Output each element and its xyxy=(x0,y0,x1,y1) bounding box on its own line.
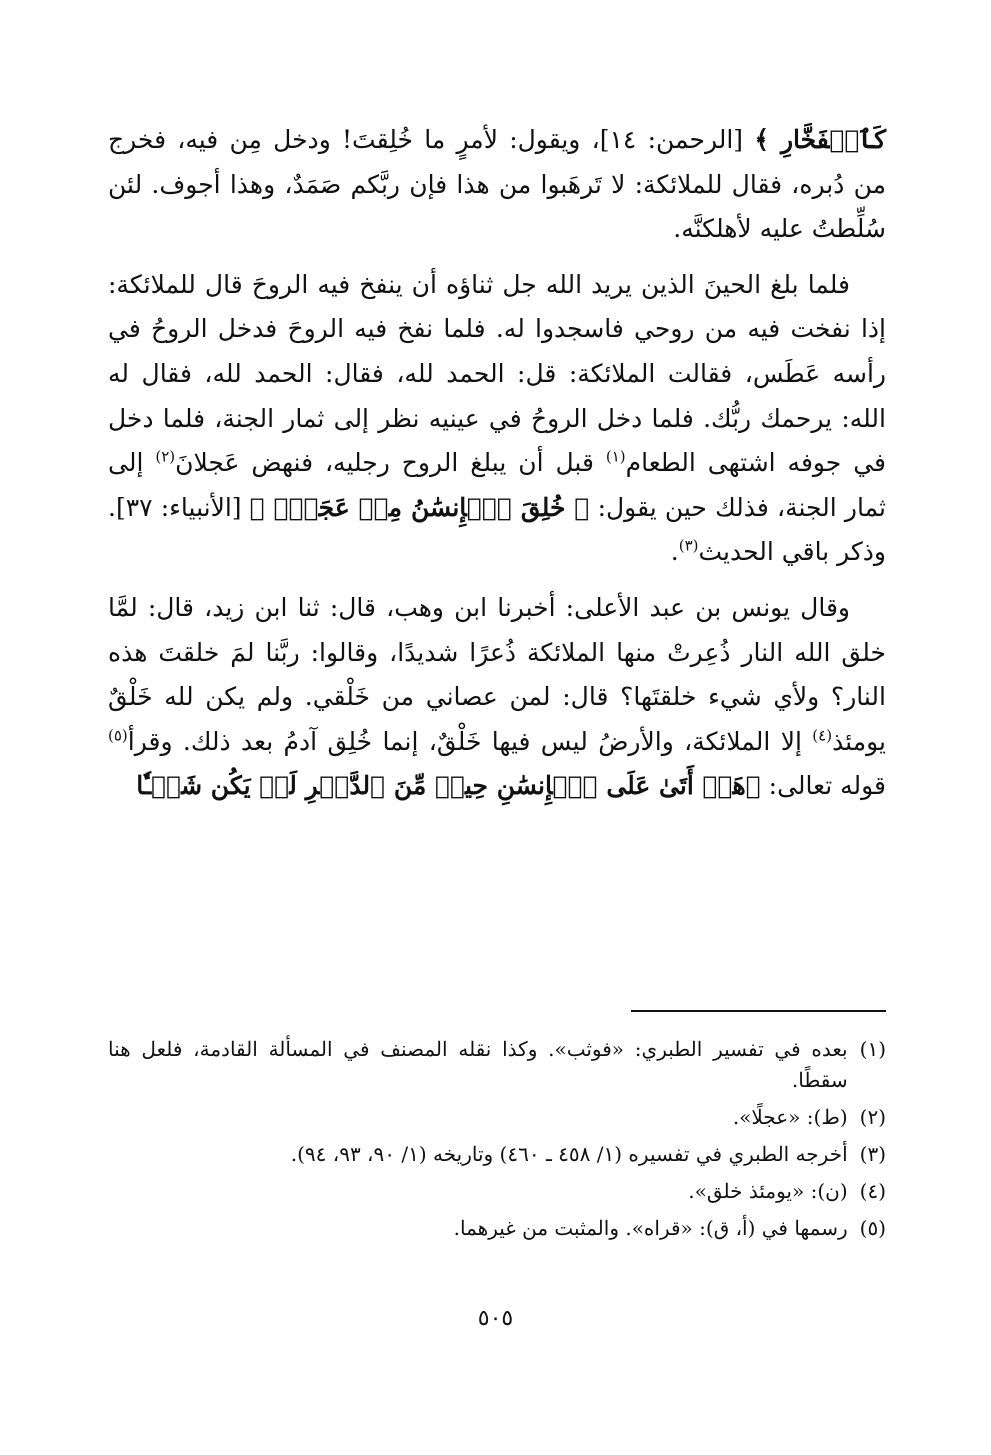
paragraph-1 xyxy=(108,118,886,252)
footnote-reference: (١) xyxy=(605,447,626,466)
page-number: ٥٠٥ xyxy=(477,1306,514,1331)
footnote-reference: (٣) xyxy=(678,537,699,556)
footnotes xyxy=(108,1034,886,1250)
footnote-reference: (٢) xyxy=(155,447,176,466)
text-run: وقال يونس بن عبد الأعلى: أخبرنا ابن وهب، قال: ثنا ابن زيد، قال: لمَّا خلق الله النار ذُعِرتْ منها الملائكة ذُعرًا شديدًا، وقالوا: ربَّنا لمَ خلقتَ هذه النار؟ ولأي شيء خلقتَها؟ قال: لمن عصاني من خَلْقي. ولم يكن لله خَلْقٌ يومئذ xyxy=(108,592,886,756)
footnote-number: (٣) xyxy=(859,1142,886,1166)
text-run: [الرحمن: ١٤]، ويقول: لأمرٍ ما خُلِقتَ! ودخل مِن فيه، فخرج من دُبره، فقال للملائكة: لا تَرهَبوا من هذا فإن ربَّكم صَمَدٌ، وهذا أجوف. لئن سُلِّطتُ عليه لأهلكنَّه. xyxy=(108,125,886,244)
footnote-text: أخرجه الطبري في تفسيره (١/ ٤٥٨ ـ ٤٦٠) وتاريخه (١/ ٩٠، ٩٣، ٩٤). xyxy=(290,1142,848,1166)
footnote-number: (٢) xyxy=(859,1105,886,1129)
footnote-3 xyxy=(108,1139,886,1170)
text-run: قبل أن يبلغ الروح رجليه، فنهض عَجلانَ xyxy=(175,448,606,478)
text-run: . xyxy=(670,537,679,567)
footnote-1 xyxy=(108,1034,886,1096)
footnote-text: بعده في تفسير الطبري: «فوثب». وكذا نقله المصنف في المسألة القادمة، فلعل هنا سقطًا. xyxy=(108,1037,848,1092)
paragraph-3 xyxy=(108,586,886,809)
quran-quote: كَٱلۡفَخَّارِ ﴾ xyxy=(754,125,887,154)
footnote-number: (٤) xyxy=(859,1179,886,1203)
quran-quote: ﴿هَلۡ أَتَىٰ عَلَى ٱلۡإِنسَٰنِ حِينٞ مِّنَ ٱلدَّهۡرِ لَمۡ يَكُن شَيۡـٔٗا xyxy=(136,771,761,801)
footnote-5 xyxy=(108,1213,886,1244)
footnote-reference: (٤) xyxy=(812,726,833,745)
text-run: [الأنبياء: ٣٧]. وذكر باقي الحديث xyxy=(108,492,886,567)
text-run: إلا الملائكة، والأرضُ ليس فيها خَلْقٌ، إنما خُلِق آدمُ بعد ذلك. وقرأ xyxy=(127,726,813,756)
text-run: إلى ثمار الجنة، فذلك حين يقول: xyxy=(108,448,887,522)
footnote-number: (٥) xyxy=(859,1216,886,1240)
footnote-4 xyxy=(108,1176,886,1207)
text-run: قوله تعالى: xyxy=(760,771,886,801)
footnote-reference: (٥) xyxy=(108,726,128,745)
quran-quote: ﴿ خُلِقَ ٱلۡإِنسَٰنُ مِنۡ عَجَلٖۚ ﴾ xyxy=(249,492,590,522)
footnote-text: رسمها في (أ، ق): «قراه». والمثبت من غيرهما. xyxy=(453,1216,848,1240)
footnote-2 xyxy=(108,1102,886,1133)
paragraph-2 xyxy=(108,263,886,575)
footnote-number: (١) xyxy=(859,1037,886,1061)
footnote-text: (ط): «عجلًا». xyxy=(732,1105,848,1129)
footnote-separator xyxy=(631,1010,886,1012)
main-text xyxy=(108,118,886,809)
text-run: فلما بلغ الحينَ الذين يريد الله جل ثناؤه أن ينفخ فيه الروحَ قال للملائكة: إذا نفخت فيه من روحي فاسجدوا له. فلما نفخ فيه الروحَ فدخل الروحُ في رأسه عَطَس، فقالت الملائكة: قل: الحمد لله، فقال: الحمد لله، فقال له الله: يرحمك ربُّك. فلما دخل الروحُ في عينيه نظر إلى ثمار الجنة، فلما دخل في جوفه اشتهى الطعام xyxy=(108,269,886,478)
footnote-text: (ن): «يومئذ خلق». xyxy=(688,1179,848,1203)
